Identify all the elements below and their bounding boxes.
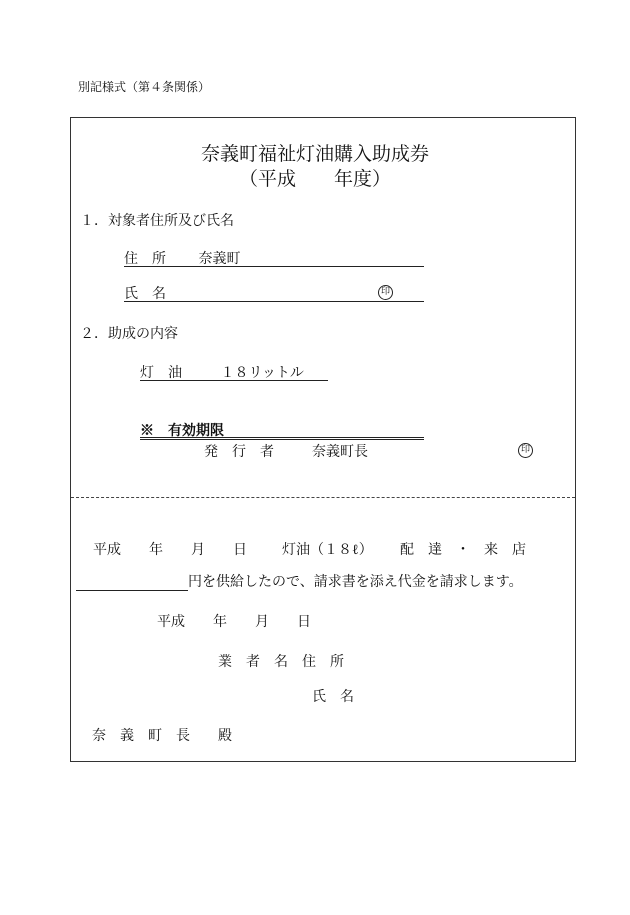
kerosene-line: [140, 362, 328, 381]
form-fiscal-year: （平成 年度）: [238, 168, 391, 190]
issuer-label: 発 行 者: [204, 444, 274, 460]
request-text: 円を供給したので、請求書を添え代金を請求します。: [188, 574, 523, 590]
validity-line[interactable]: [140, 420, 424, 440]
delivery-date[interactable]: 平成 年 月 日: [93, 542, 247, 558]
cut-line: [71, 497, 575, 498]
name-label: 氏 名: [124, 286, 166, 302]
kerosene-amount: １８リットル: [220, 365, 304, 381]
validity-label: ※ 有効期限: [140, 423, 224, 439]
kerosene-label: 灯 油: [140, 365, 182, 381]
vendor-name-label: 氏 名: [312, 689, 354, 705]
header-note: 別記様式（第４条関係）: [78, 80, 211, 94]
address-line[interactable]: [124, 248, 424, 267]
form-title: 奈義町福祉灯油購入助成券: [200, 143, 429, 165]
addressee: 奈 義 町 長 殿: [92, 728, 232, 744]
delivery-method[interactable]: 配 達 ・ 来 店: [400, 542, 526, 558]
applicant-seal-mark: 印: [378, 285, 393, 300]
section1-heading: １．対象者住所及び氏名: [80, 213, 234, 229]
delivery-item: 灯油（１８ℓ）: [282, 542, 373, 558]
amount-blank[interactable]: [76, 589, 188, 591]
address-value: 奈義町: [198, 251, 241, 267]
address-label: 住 所: [124, 251, 166, 267]
issuer-value: 奈義町長: [312, 444, 368, 460]
section2-heading: ２．助成の内容: [80, 326, 178, 342]
vendor-address-label: 業 者 名 住 所: [218, 654, 344, 670]
request-date[interactable]: 平成 年 月 日: [157, 614, 311, 630]
issuer-seal-mark: 印: [518, 443, 533, 458]
